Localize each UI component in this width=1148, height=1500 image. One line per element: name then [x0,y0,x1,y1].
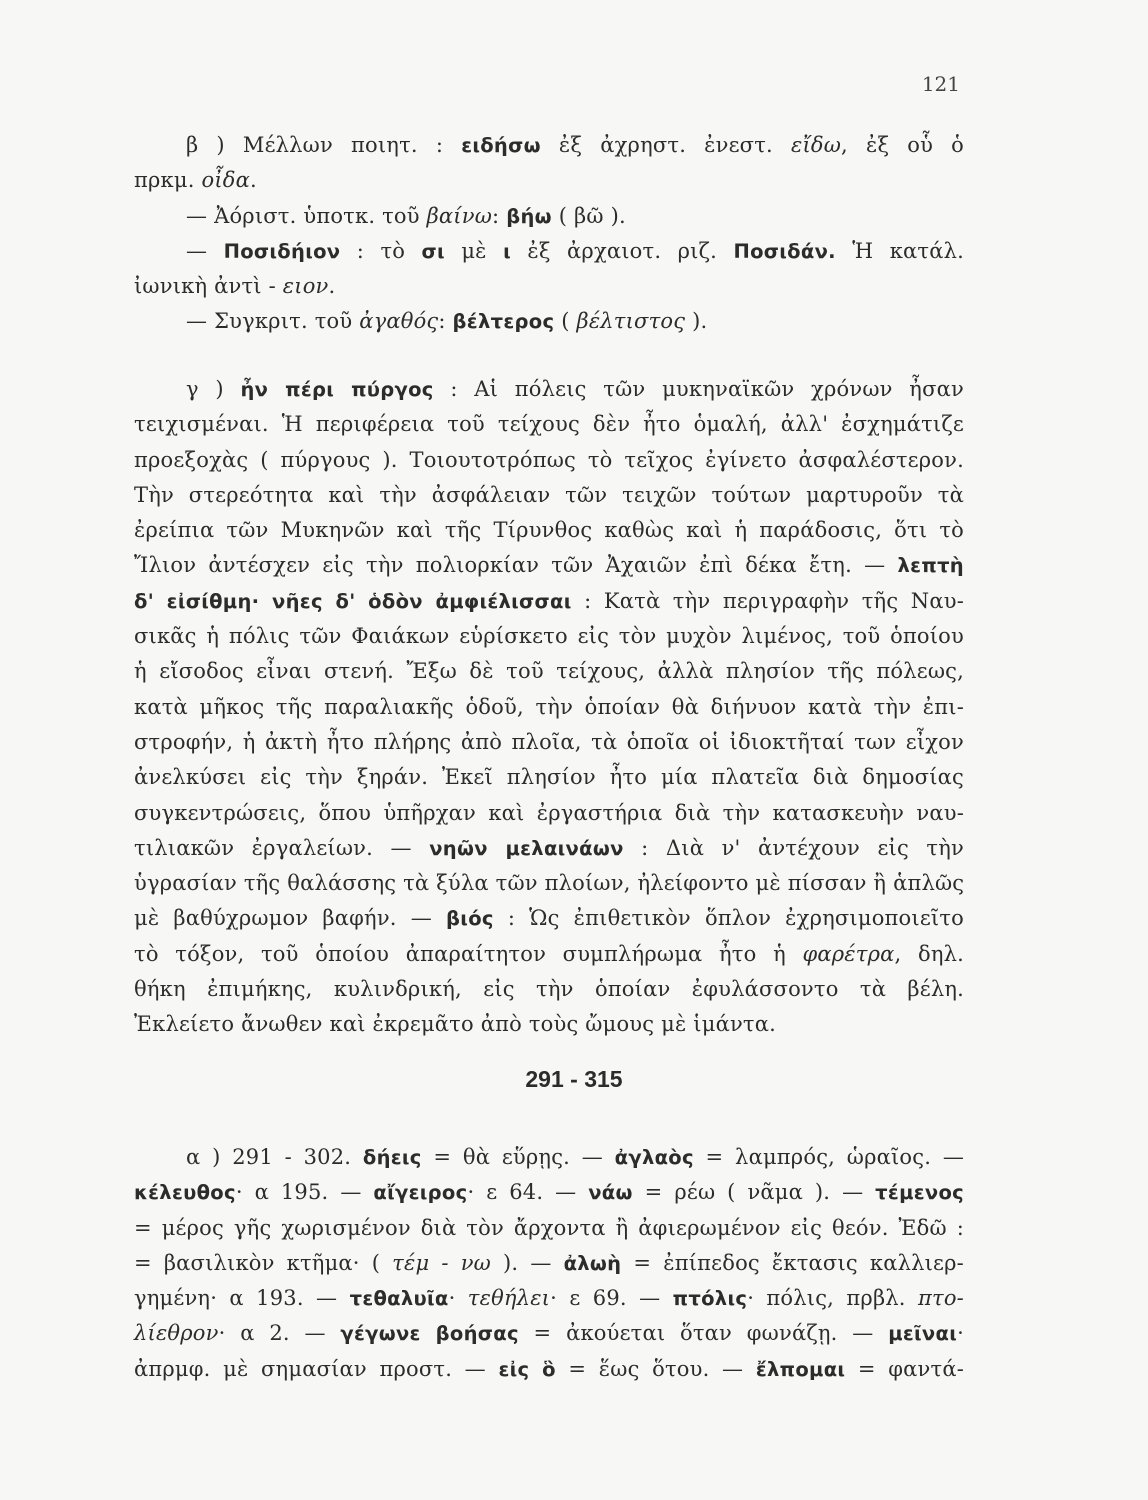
text-line: προεξοχὰς ( πύργους ). Τοιουτοτρόπως τὸ τεῖχος ἐγίνετο ἀσφαλέστερον. [134,447,964,472]
text-line: = μέρος γῆς χωρισμένον διὰ τὸν ἄρχοντα ἢ ἀφιερωμένον εἰς θεόν. Ἐδῶ : [134,1215,964,1240]
section-gamma-notes [134,372,964,1043]
text-line: κατὰ μῆκος τῆς παραλιακῆς ὁδοῦ, τὴν ὁποίαν θὰ διήνυον κατὰ τὴν ἐπι- [134,694,964,719]
page-number: 121 [921,72,960,96]
text-line: ἀνελκύσει εἰς τὴν ξηράν. Ἐκεῖ πλησίον ἦτο μία πλατεῖα διὰ δημοσίας [134,765,964,790]
text-line: δ' εἰσίθμη· νῆες δ' ὁδὸν ἀμφιέλισσαι : Κατὰ τὴν περιγραφὴν τῆς Ναυ- [134,588,964,613]
text-line: μὲ βαθύχρωμον βαφήν. — βιός : Ὡς ἐπιθετικὸν ὅπλον ἐχρησιμοποιεῖτο [134,906,965,931]
section-beta-notes [134,128,964,340]
text-line: πρκμ. οἶδα. [134,168,257,193]
text-line: β ) Μέλλων ποιητ. : ειδήσω ἐξ ἀχρηστ. ἐνεστ. εἴδω, ἐξ οὗ ὁ [186,133,965,157]
text-line: ἐρείπια τῶν Μυκηνῶν καὶ τῆς Τίρυνθος καθὼς καὶ ἡ παράδοσις, ὅτι τὸ [134,518,964,543]
text-line: ἀπρμφ. μὲ σημασίαν προστ. — εἰς ὃ = ἕως ὅτου. — ἔλπομαι = φαντά- [134,1356,964,1381]
text-line: ὑγρασίαν τῆς θαλάσσης τὰ ξύλα τῶν πλοίων, ἠλείφοντο μὲ πίσσαν ἢ ἁπλῶς [134,871,965,896]
section-heading: 291 - 315 [525,1066,623,1092]
text-line: θήκη ἐπιμήκης, κυλινδρική, εἰς τὴν ὁποίαν ἐφυλάσσοντο τὰ βέλη. [134,977,964,1002]
section-alpha-notes [134,1140,964,1387]
text-line: — Ἀόριστ. ὑποτκ. τοῦ βαίνω: βήω ( βῶ ). [186,203,626,228]
text-line: στροφήν, ἡ ἀκτὴ ἦτο πλήρης ἀπὸ πλοῖα, τὰ ὁποῖα οἱ ἰδιοκτῆταί των εἶχον [134,729,964,754]
text-line: γ ) ἦν πέρι πύργος : Αἱ πόλεις τῶν μυκηναϊκῶν χρόνων ἦσαν [186,377,964,401]
text-line: Ἐκλείετο ἄνωθεν καὶ ἐκρεμᾶτο ἀπὸ τοὺς ὤμους μὲ ἱμάντα. [134,1012,776,1037]
text-line: α ) 291 - 302. δήεις = θὰ εὕρῃς. — ἀγλαὸς = λαμπρός, ὡραῖος. — [186,1145,965,1169]
text-line: τειχισμέναι. Ἡ περιφέρεια τοῦ τείχους δὲν ἦτο ὁμαλή, ἀλλ' ἐσχημάτιζε [134,412,964,437]
text-line: γημένη· α 193. — τεθαλυῖα· τεθήλει· ε 69. — πτόλις· πόλις, πρβλ. πτο- [134,1286,964,1311]
text-line: — Ποσιδήιον : τὸ σι μὲ ι ἐξ ἀρχαιοτ. ριζ. Ποσιδάν. Ἡ κατάλ. [186,238,964,263]
text-line: — Συγκριτ. τοῦ ἀγαθός: βέλτερος ( βέλτιστος ). [186,309,708,334]
text-line: Τὴν στερεότητα καὶ τὴν ἀσφάλειαν τῶν τειχῶν τούτων μαρτυροῦν τὰ [134,482,964,507]
text-line: Ἴλιον ἀντέσχεν εἰς τὴν πολιορκίαν τῶν Ἀχαιῶν ἐπὶ δέκα ἔτη. — λεπτὴ [134,553,964,578]
text-line: ἡ εἴσοδος εἶναι στενή. Ἔξω δὲ τοῦ τείχους, ἀλλὰ πλησίον τῆς πόλεως, [134,659,964,684]
text-line: συγκεντρώσεις, ὅπου ὑπῆρχαν καὶ ἐργαστήρια διὰ τὴν κατασκευὴν ναυ- [134,800,964,825]
text-line: = βασιλικὸν κτῆμα· ( τέμ - νω ). — ἀλωὴ = ἐπίπεδος ἔκτασις καλλιερ- [134,1250,964,1275]
text-line: τὸ τόξον, τοῦ ὁποίου ἀπαραίτητον συμπλήρωμα ἦτο ἡ φαρέτρα, δηλ. [134,941,965,966]
text-line: τιλιακῶν ἐργαλείων. — νηῶν μελαινάων : Διὰ ν' ἀντέχουν εἰς τὴν [134,835,964,860]
text-line: ἰωνικὴ ἀντὶ - ειον. [134,274,336,299]
text-line: σικᾶς ἡ πόλις τῶν Φαιάκων εὑρίσκετο εἰς τὸν μυχὸν λιμένος, τοῦ ὁποίου [134,624,964,649]
text-line: λίεθρον· α 2. — γέγωνε βοήσας = ἀκούεται ὅταν φωνάζῃ. — μεῖναι· [134,1321,964,1346]
text-line: κέλευθος· α 195. — αἴγειρος· ε 64. — νάω = ρέω ( νᾶμα ). — τέμενος [134,1180,965,1205]
